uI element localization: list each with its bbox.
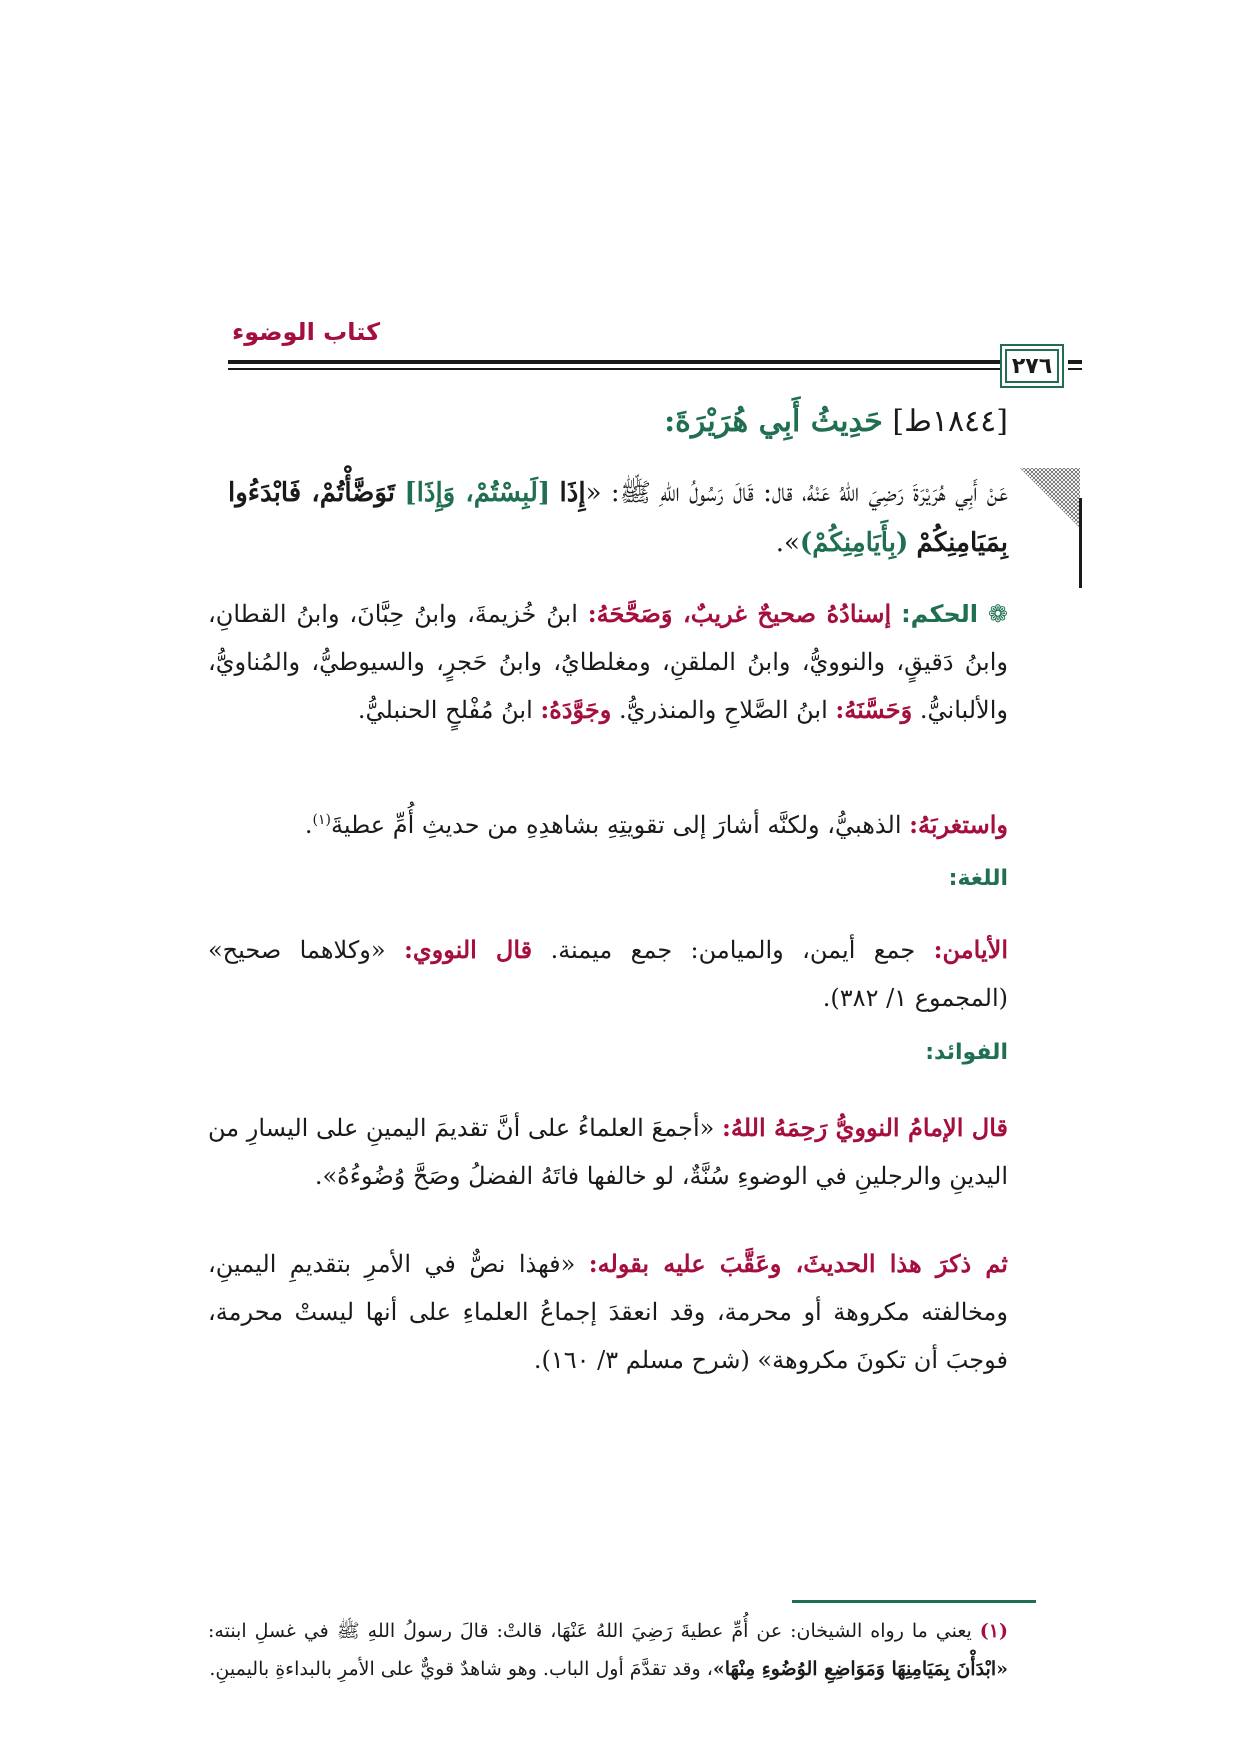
- hadith-bracket-2: (بِأَيَامِنِكُمْ): [799, 528, 909, 558]
- istighrab-paragraph: [208, 796, 1008, 849]
- fawaid-p1-text: «أجمعَ العلماءُ على أنَّ تقديمَ اليمينِ على اليسارِ من اليدينِ والرجلينِ في الوضوءِ سُنَّةٌ، لو خالفها فاتَهُ الفضلُ وصَحَّ وُضُوءُهُ».: [208, 1114, 1008, 1190]
- hadith-text: [228, 468, 1008, 568]
- ruling-hassanahu-text: ابنُ الصَّلاحِ والمنذريُّ.: [619, 696, 828, 724]
- fawaid-p1-label: قال الإمامُ النوويُّ رَحِمَهُ اللهُ:: [722, 1113, 1008, 1142]
- book-title: كتاب الوضوء: [232, 318, 381, 346]
- hadith-number: [١٨٤٤ط]: [892, 404, 1008, 439]
- footnote: [208, 1612, 1008, 1688]
- ruling-hassanahu: وَحَسَّنَهُ:: [835, 695, 913, 724]
- footnote-quote: «ابْدَأْنَ بِمَيَامِنِهَا وَمَوَاضِعِ الوُضُوءِ مِنْهَا»: [712, 1658, 1008, 1680]
- ruling-paragraph: [208, 590, 1008, 734]
- footnote-text-1: يعني ما رواه الشيخان: عن أُمِّ عطيةَ رَضِيَ اللهُ عَنْهَا، قالتْ: قالَ رسولُ اللهِ ﷺ في غسلِ ابنته:: [208, 1620, 972, 1642]
- hadith-intro: عَنْ أَبِي هُرَيْرَةَ رَضِيَ اللهُ عَنْهُ، قال: قَالَ رَسُولُ اللهِ ﷺ: «: [585, 478, 1009, 508]
- ruling-jawwadahu: وجَوَّدَهُ:: [540, 695, 612, 724]
- fawaid-heading: الفوائد:: [925, 1040, 1008, 1065]
- ruling-sahhaha-text: ابنُ خُزيمةَ، وابنُ حِبَّانَ، وابنُ القطانِ، وابنُ دَقيقٍ، والنوويُّ، وابنُ الملقنِ، ومغلطايُ، وابنُ حَجرٍ، والسيوطيُّ، والمُناويُّ، والألبانيُّ.: [208, 600, 1008, 724]
- fawaid-p2-label: ثم ذكرَ هذا الحديثَ، وعَقَّبَ عليه بقوله:: [588, 1249, 1008, 1278]
- footnote-text-2: ، وقد تقدَّمَ أول الباب. وهو شاهدٌ قويٌّ على الأمرِ بالبداءةِ باليمينِ.: [209, 1658, 713, 1680]
- hadith-close: ».: [775, 528, 800, 558]
- lugha-text-2: «وكلاهما صحيح» (المجموع ١/ ٣٨٢).: [208, 936, 1008, 1012]
- lugha-paragraph: [208, 926, 1008, 1022]
- footnote-separator: [792, 1600, 1036, 1603]
- header-rule-thin: [228, 368, 1034, 370]
- hadith-matn-1: إِذَا: [559, 478, 586, 508]
- istighrab-label: واستغربَهُ:: [909, 810, 1008, 839]
- lugha-term: الأيامن:: [933, 935, 1009, 964]
- header-rule-right-thin: [1068, 368, 1082, 370]
- fawaid-p2-text: «فهذا نصٌّ في الأمرِ بتقديمِ اليمينِ، ومخالفته مكروهة أو محرمة، وقد انعقدَ إجماعُ العلماءِ على أنها ليستْ محرمة، فوجبَ أن تكونَ مكروهة» (شرح مسلم ٣/ ١٦٠).: [208, 1250, 1008, 1374]
- footnote-number: (١): [979, 1620, 1009, 1642]
- lugha-heading: اللغة:: [948, 866, 1008, 891]
- page-number-frame: [1000, 344, 1064, 388]
- lugha-text-1: جمع أيمن، والميامن: جمع ميمنة.: [550, 936, 916, 964]
- fawaid-paragraph-2: [208, 1240, 1008, 1384]
- header-rule-thick: [228, 360, 1034, 364]
- fawaid-paragraph-1: [208, 1104, 1008, 1200]
- flower-icon: ❁: [987, 600, 1008, 628]
- lugha-nawawi-label: قال النووي:: [403, 935, 533, 964]
- hadith-bracket-1: [لَبِسْتُمْ، وَإِذَا]: [404, 478, 551, 508]
- hadith-side-bar: [1079, 498, 1082, 588]
- header-rule-right-thick: [1068, 360, 1082, 364]
- ruling-jawwadahu-text: ابنُ مُفْلحٍ الحنبليُّ.: [357, 696, 533, 724]
- ruling-isnad: إسنادُهُ صحيحٌ غريبٌ، وَصَحَّحَهُ:: [587, 599, 892, 628]
- corner-ornament-icon: [1020, 468, 1080, 528]
- ruling-label: الحكم:: [901, 600, 978, 628]
- hadith-heading: [664, 404, 1008, 439]
- footnote-reference[interactable]: (١): [312, 812, 331, 828]
- hadith-matn-2: تَوَضَّأْتُمْ، فَابْدَءُوا بِمَيَامِنِكُمْ: [228, 478, 1008, 558]
- istighrab-end: .: [304, 811, 313, 839]
- hadith-title: حَدِيثُ أَبِي هُرَيْرَةَ:: [664, 404, 883, 439]
- istighrab-text: الذهبيُّ، ولكنَّه أشارَ إلى تقويتِهِ بشاهدِهِ من حديثِ أُمِّ عطيةَ: [331, 811, 902, 839]
- page-number: ٢٧٦: [1011, 353, 1053, 379]
